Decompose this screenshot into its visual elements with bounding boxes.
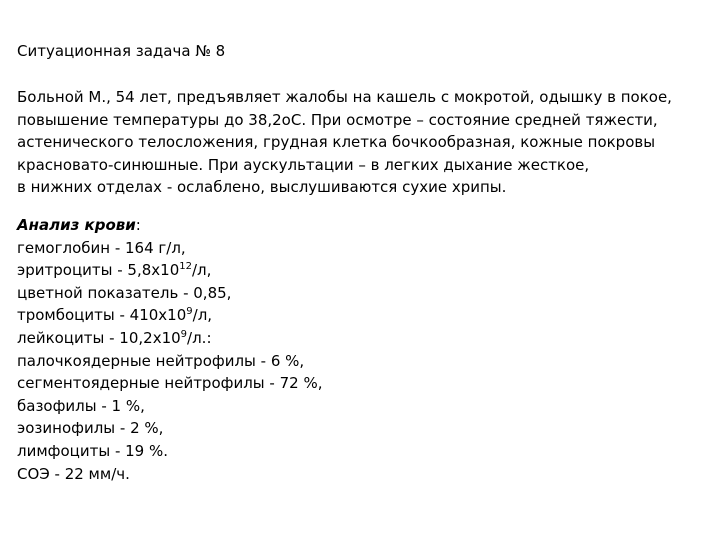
blood-analysis-heading-text: Анализ крови xyxy=(17,216,136,234)
basophils-value: базофилы - 1 %, xyxy=(17,396,145,415)
leukocytes-text: лейкоциты - 10,2х10 xyxy=(17,328,181,347)
leukocytes-unit: /л.: xyxy=(187,328,212,347)
thrombocytes-text: тромбоциты - 410х10 xyxy=(17,306,187,325)
erythrocytes-value xyxy=(17,259,322,282)
lymphocytes-value: лимфоциты - 19 %. xyxy=(17,441,169,460)
segmented-neutrophils-value: сегментоядерные нейтрофилы - 72 %, xyxy=(17,374,323,393)
thrombocytes-value xyxy=(17,304,322,327)
complaint-line: в нижних отделах - ослаблено, выслушиваются сухие хрипы. xyxy=(17,178,507,196)
task-title: Ситуационная задача № 8 xyxy=(17,42,226,60)
erythrocytes-text: эритроциты - 5,8х10 xyxy=(17,261,180,280)
eosinophils-value: эозинофилы - 2 %, xyxy=(17,419,164,438)
color-index-value: цветной показатель - 0,85, xyxy=(17,283,232,302)
thrombocytes-exponent: 9 xyxy=(186,306,193,318)
erythrocytes-exponent: 12 xyxy=(179,261,192,273)
hemoglobin-value: гемоглобин - 164 г/л, xyxy=(17,238,186,257)
complaint-line: Больной М., 54 лет, предъявляет жалобы на кашель с мокротой, одышку в покое, xyxy=(17,88,672,106)
blood-analysis xyxy=(17,214,322,485)
patient-complaint-paragraph xyxy=(17,86,717,199)
thrombocytes-unit: /л, xyxy=(192,306,213,325)
complaint-line: повышение температуры до 38,2oC. При осмотре – состояние средней тяжести, xyxy=(17,110,658,129)
band-neutrophils-value: палочкоядерные нейтрофилы - 6 %, xyxy=(17,351,305,370)
complaint-line: красновато-синюшные. При аускультации – в легких дыхание жесткое, xyxy=(17,155,590,174)
complaint-line: астенического телосложения, грудная клетка бочкообразная, кожные покровы xyxy=(17,133,656,151)
blood-analysis-heading xyxy=(17,214,322,237)
blood-analysis-heading-colon: : xyxy=(135,216,141,234)
leukocytes-value xyxy=(17,327,322,350)
esr-value: СОЭ - 22 мм/ч. xyxy=(17,464,130,483)
erythrocytes-unit: /л, xyxy=(191,261,212,280)
leukocytes-exponent: 9 xyxy=(180,328,188,340)
